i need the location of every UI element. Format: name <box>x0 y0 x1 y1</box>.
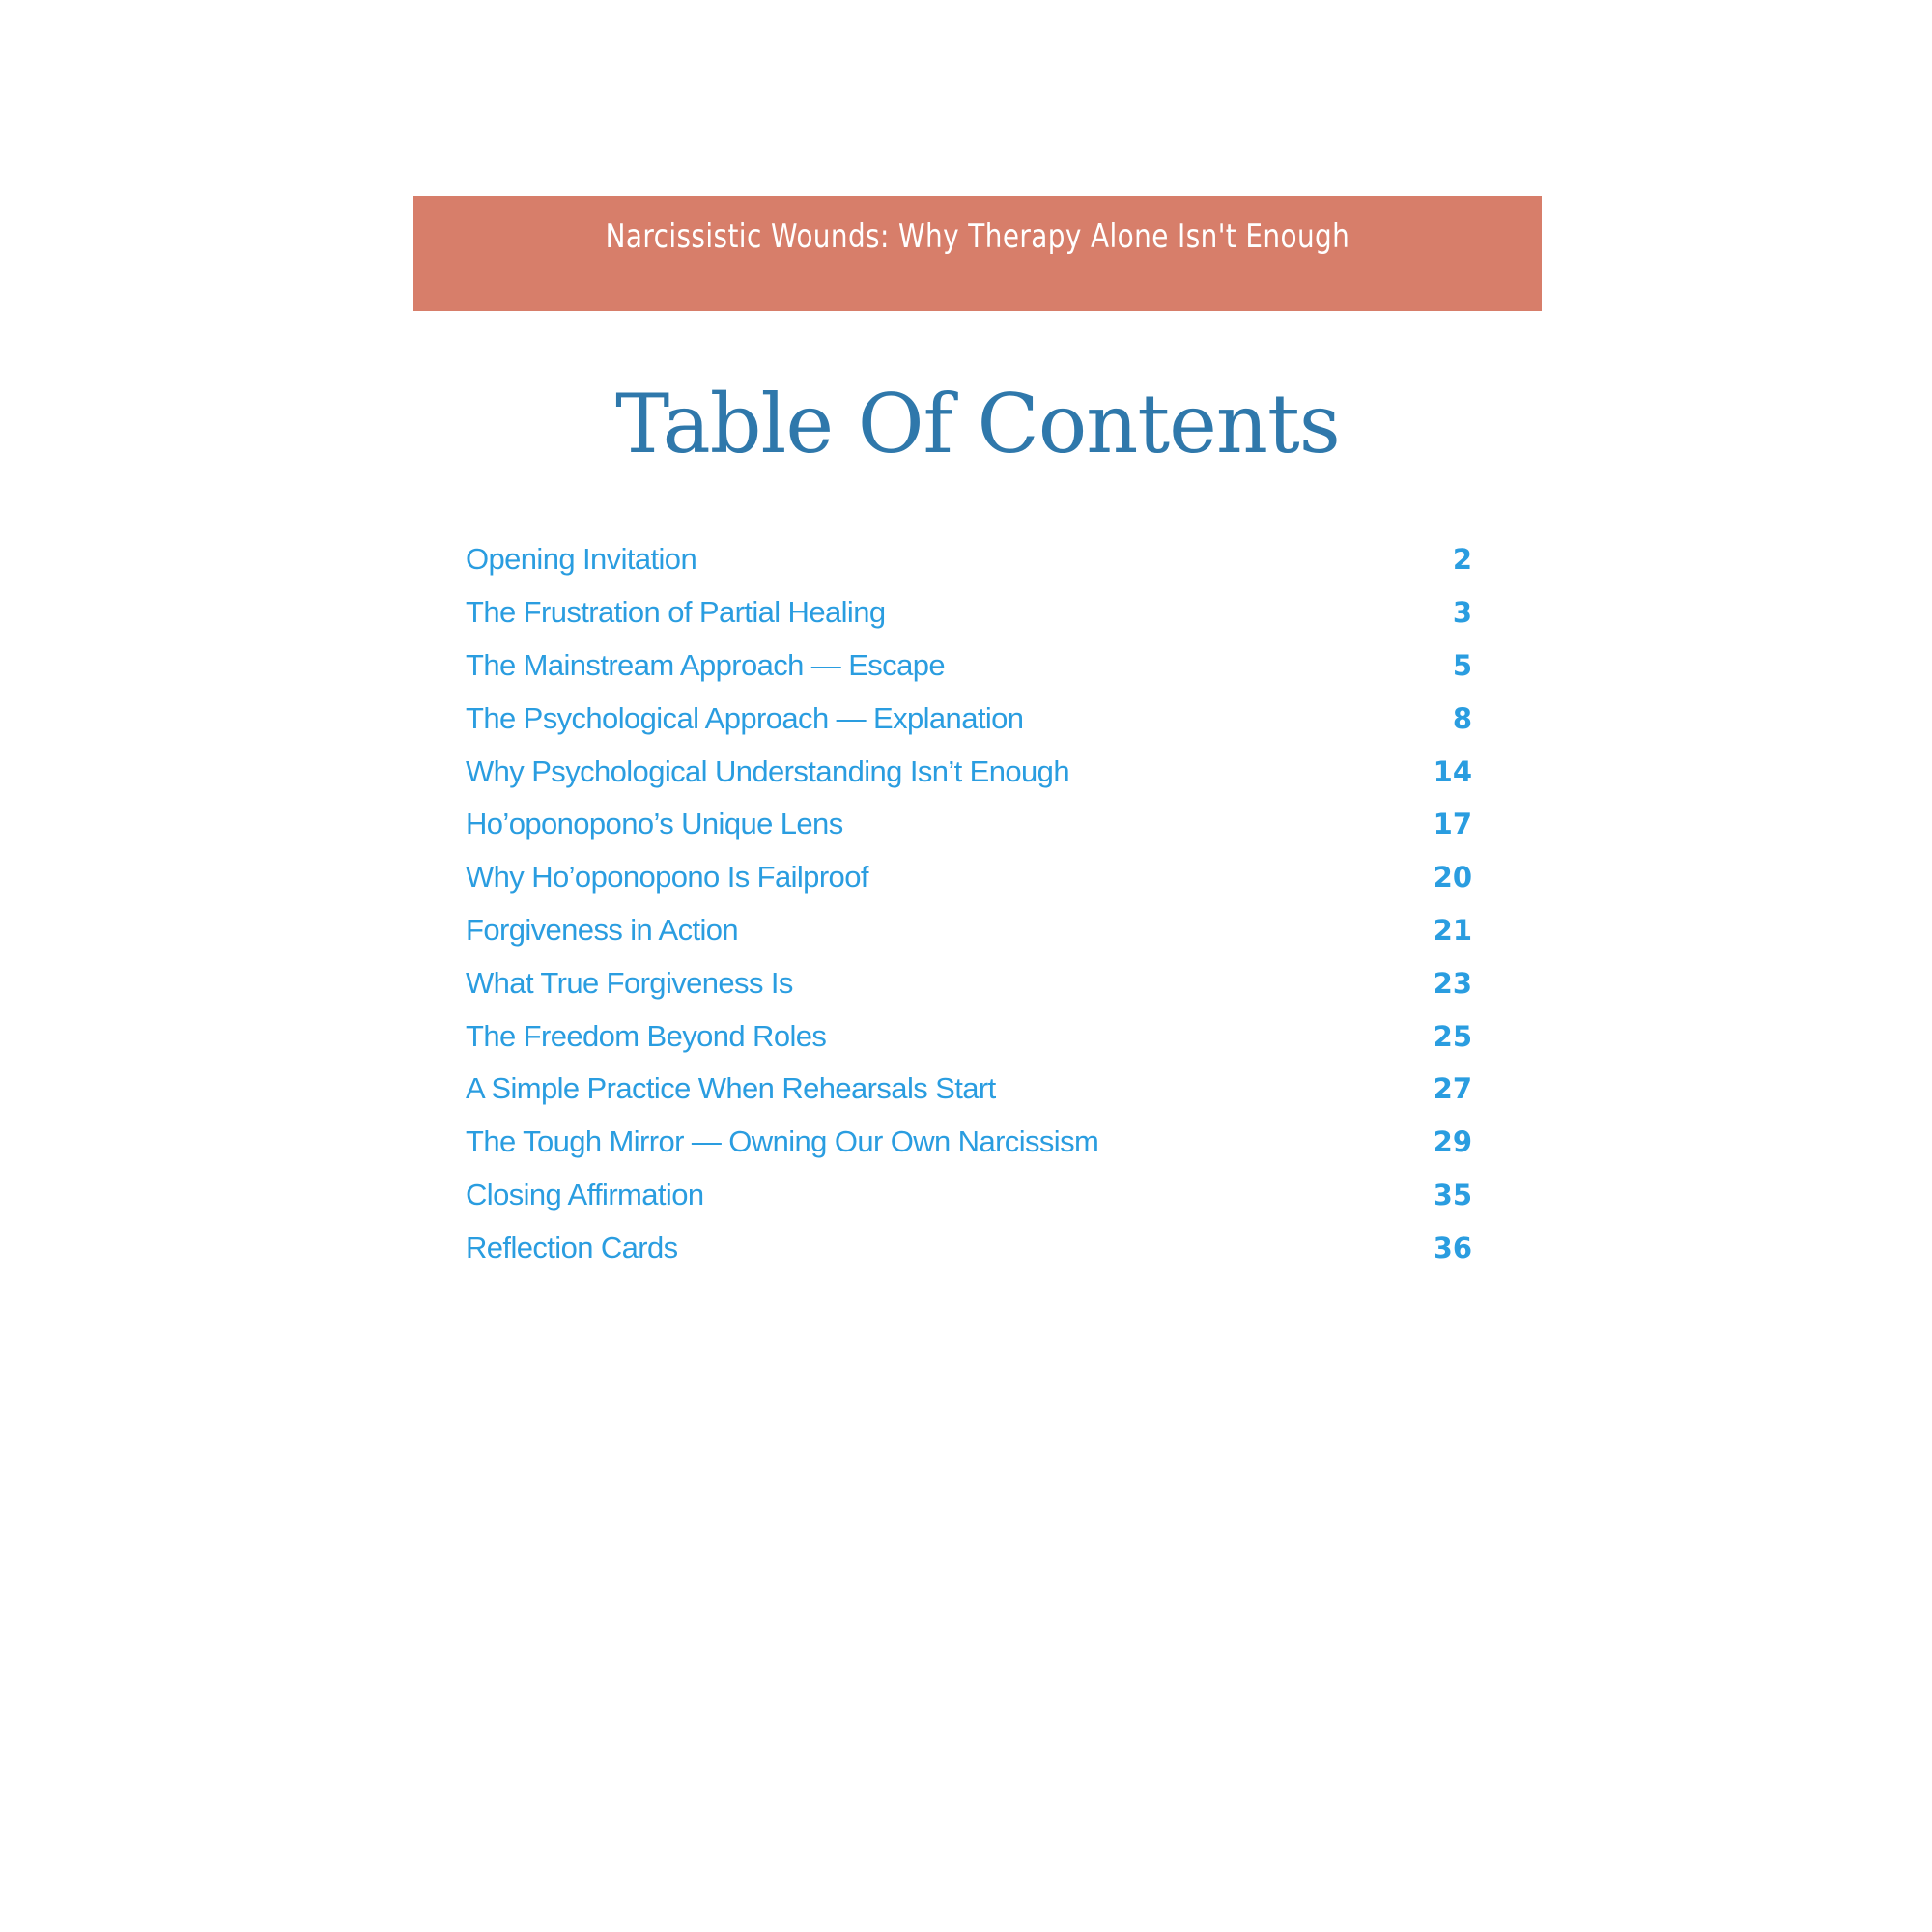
toc-entry-page-number: 14 <box>1433 754 1472 788</box>
toc-entry-title: Reflection Cards <box>466 1230 678 1264</box>
toc-entry-page-number: 29 <box>1433 1125 1472 1159</box>
toc-entry-title: What True Forgiveness Is <box>466 965 793 1000</box>
toc-entry-page-number: 25 <box>1433 1019 1472 1053</box>
toc-entry-reflection-cards[interactable] <box>466 1221 1472 1274</box>
toc-heading: Table Of Contents <box>615 377 1340 471</box>
toc-entry-psychological-understanding[interactable] <box>466 745 1472 798</box>
toc-entry-unique-lens[interactable] <box>466 798 1472 851</box>
toc-entry-title: Opening Invitation <box>466 542 697 577</box>
toc-entry-title: Closing Affirmation <box>466 1177 704 1211</box>
toc-entry-tough-mirror[interactable] <box>466 1116 1472 1169</box>
toc-entry-title: Forgiveness in Action <box>466 912 739 947</box>
toc-entry-page-number: 35 <box>1433 1178 1472 1211</box>
toc-entry-page-number: 8 <box>1452 701 1472 735</box>
toc-entry-failproof[interactable] <box>466 851 1472 904</box>
toc-entry-page-number: 20 <box>1433 861 1472 895</box>
toc-entry-freedom-beyond-roles[interactable] <box>466 1009 1472 1063</box>
toc-entry-page-number: 3 <box>1452 596 1472 630</box>
toc-entry-opening-invitation[interactable] <box>466 533 1472 586</box>
toc-entry-title: The Mainstream Approach — Escape <box>466 647 945 682</box>
toc-entry-page-number: 23 <box>1433 966 1472 1000</box>
toc-entry-simple-practice[interactable] <box>466 1063 1472 1116</box>
toc-entry-forgiveness-in-action[interactable] <box>466 904 1472 957</box>
toc-entry-title: Why Psychological Understanding Isn’t Enough <box>466 753 1069 788</box>
toc-entry-title: Ho’oponopono’s Unique Lens <box>466 807 843 841</box>
toc-entry-page-number: 2 <box>1452 543 1472 577</box>
toc-entry-page-number: 21 <box>1433 913 1472 947</box>
toc-entry-true-forgiveness[interactable] <box>466 956 1472 1009</box>
toc-entry-title: The Tough Mirror — Owning Our Own Narcissism <box>466 1124 1099 1159</box>
toc-entry-page-number: 5 <box>1452 648 1472 682</box>
toc-entry-closing-affirmation[interactable] <box>466 1169 1472 1222</box>
toc-entry-title: The Psychological Approach — Explanation <box>466 700 1024 735</box>
toc-entry-title: The Frustration of Partial Healing <box>466 595 886 630</box>
toc-entry-psychological-approach[interactable] <box>466 692 1472 745</box>
banner-title: Narcissistic Wounds: Why Therapy Alone Isn't Enough <box>605 217 1350 256</box>
toc-entry-mainstream-approach[interactable] <box>466 639 1472 693</box>
toc-list <box>466 533 1472 1274</box>
toc-entry-page-number: 17 <box>1433 808 1472 841</box>
toc-entry-frustration-partial-healing[interactable] <box>466 586 1472 639</box>
toc-entry-title: Why Ho’oponopono Is Failproof <box>466 860 868 895</box>
toc-entry-page-number: 36 <box>1433 1231 1472 1264</box>
toc-entry-title: A Simple Practice When Rehearsals Start <box>466 1071 996 1106</box>
header-banner <box>413 196 1542 311</box>
toc-entry-page-number: 27 <box>1433 1072 1472 1106</box>
toc-entry-title: The Freedom Beyond Roles <box>466 1018 827 1053</box>
